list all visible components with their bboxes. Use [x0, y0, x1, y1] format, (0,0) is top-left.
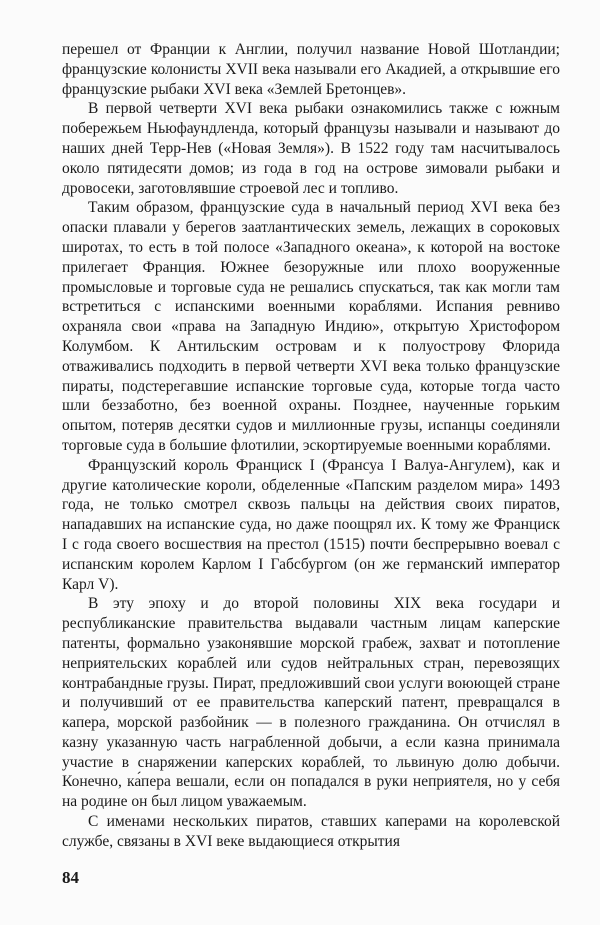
page-number: 84	[62, 868, 79, 887]
paragraph: перешел от Франции к Англии, получил название Новой Шотландии; французские колонисты XVII века называли его Акадией, а открывшие его французские рыбаки XVI века «Землей Бретонцев».	[62, 41, 560, 98]
paragraph: Французский король Франциск I (Франсуа I Валуа-Ангулем), как и другие католические короли, обделенные «Папским разделом мира» 1493 года, не только смотрел сквозь пальцы на действия своих пиратов, нападавших на испанские суда, но даже поощрял их. К тому же Франциск I с года своего восшествия на престол (1515) почти беспрерывно воевал с испанским королем Карлом I Габсбургом (он же германский император Карл V).	[62, 456, 560, 593]
paragraph: С именами нескольких пиратов, ставших каперами на королевской службе, связаны в XVI веке выдающиеся открытия	[62, 813, 560, 850]
body-text	[62, 40, 560, 852]
paragraph: Таким образом, французские суда в начальный период XVI века без опаски плавали у берегов заатлантических земель, лежащих в сороковых широтах, то есть в той полосе «Западного океана», к которой на востоке прилегает Франция. Южнее безоружные или плохо вооруженные промысловые и торговые суда не решались спускаться, так как могли там встретиться с испанскими военными кораблями. Испания ревниво охраняла свои «права на Западную Индию», открытую Христофором Колумбом. К Антильским островам и к полуострову Флорида отваживались подходить в первой четверти XVI века только французские пираты, подстерегавшие испанские торговые суда, которые тогда часто шли беззаботно, без военной охраны. Позднее, наученные горьким опытом, потеряв десятки судов и миллионные грузы, испанцы соединяли торговые суда в большие флотилии, эскортируемые военными кораблями.	[62, 199, 560, 454]
paragraph: В первой четверти XVI века рыбаки ознакомились также с южным побережьем Ньюфаундленда, который французы называли и называют до наших дней Терр-Нев («Новая Земля»). В 1522 году там насчитывалось около пятидесяти домов; из года в год на острове зимовали рыбаки и дровосеки, заготовлявшие строевой лес и топливо.	[62, 100, 560, 197]
paragraph: В эту эпоху и до второй половины XIX века государи и республиканские правительства выдавали частным лицам каперские патенты, формально узаконявшие морской грабеж, захват и потопление неприятельских кораблей или судов нейтральных стран, перевозящих контрабандные грузы. Пират, предложивший свои услуги воюющей стране и получивший от ее правительства каперский патент, превращался в капера, морской разбойник — в полезного гражданина. Он отчислял в казну указанную часть награбленной добычи, а если казна принимала участие в снаряжении каперских кораблей, то львиную долю добычи. Конечно, ка́пера вешали, если он попадался в руки неприятеля, но у себя на родине он был лицом уважаемым.	[62, 595, 560, 811]
